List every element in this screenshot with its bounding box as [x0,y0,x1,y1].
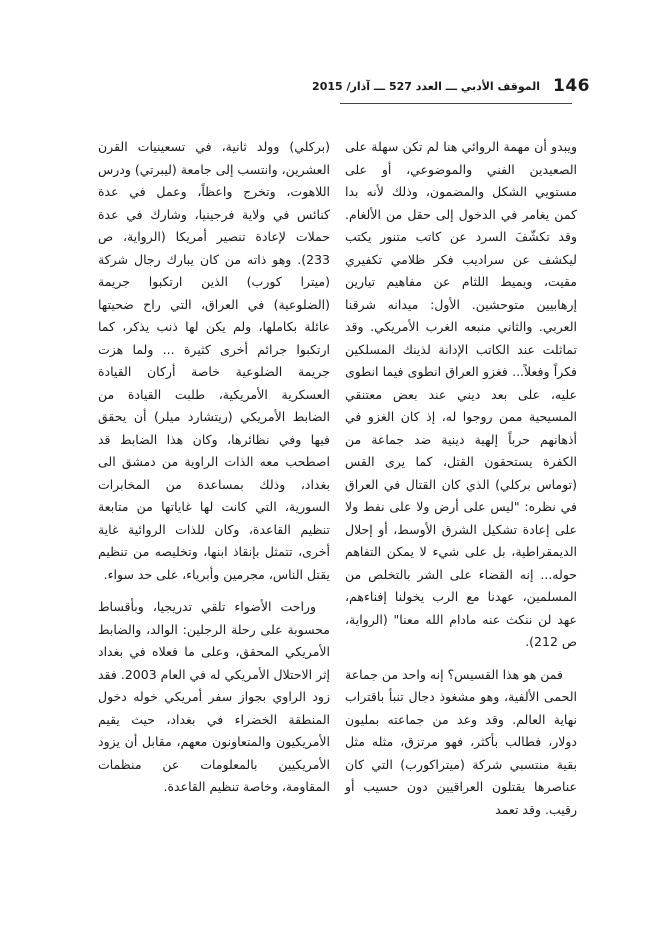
right-paragraph-1: ويبدو أن مهمة الروائي هنا لم تكن سهلة على الصعيدين الفني والموضوعي، أو على مستويي الشكل والمضمون، وذلك لأنه بدا كمن يغامر في الدخول إلى حقل من الألغام. وقد تكشّفَ السرد عن كاتب متنور يكتب ليكشف عن سراديب فكر ظلامي تكفيري مقيت، ويميط اللثام عن مفاهيم تيارين إرهابيين متوحشين. الأول: ميدانه شرقنا العربي. والثاني منبعه الغرب الأمريكي. وقد تماثلت عند الكاتب الإدانة لذينك المسلكين فكراً وفعلاً... فغزو العراق انطوى فيما انطوى عليه، على بعد ديني عند بعض معتنقي المسيحية ممن روجوا له، إذ كان الغزو في أذهانهم حرباً إلهية دينية ضد جماعة من الكفرة يستحقون القتل، كما يرى القس (توماس بركلي) الذي كان القتال في العراق في نظره: "ليس على أرض ولا على نفط ولا على إعادة تشكيل الشرق الأوسط، أو إحلال الديمقراطية، بل على شيء لا يمكن التفاهم حوله... إنه القضاء على الشر بالتخلص من المسلمين، عهدنا مع الرب يخولنا إفناءهم، عهد لن ننكث عنه مادام الله معنا" (الرواية، ص 212). [345,139,577,649]
page-number: 146 [553,76,590,96]
right-column [345,136,577,831]
right-paragraph-2: فمن هو هذا القسيس؟ إنه واحد من جماعة الحمى الألفية، وهو مشغوذ دجال تنبأ باقتراب نهاية العالم. وقد وعد من جماعته بمليون دولار، فطالب بأكثر، فهو مرتزق، مثله مثل بقية منتسبي شركة (ميتراكورب) التي كان عناصرها يقتلون العراقيين دون حسيب أو رقيب. وقد تعمد [345,666,577,817]
left-paragraph-1: (بركلي) وولد ثانية، في تسعينيات القرن العشرين، وانتسب إلى جامعة (ليبرتي) ودرس اللاهوت، وتخرج واعظاً، وعمل في عدة كنائس في ولاية فرجينيا، وشارك في عدة حملات لإعادة تنصير أمريكا (الرواية، ص 233). وهو ذاته من كان يبارك رجال شركة (ميترا كورب) الذين ارتكبوا جريمة (الضلوعية) في العراق، التي راح ضحيتها عائلة بكاملها، ولم يكن لها ذنب يذكر، كما ارتكبوا جرائم أخرى كثيرة ... ولما هزت جريمة الضلوعية خاصة أركان القيادة العسكرية الأمريكية، طلبت القيادة من الضابط الأمريكي (ريتشارد ميلر) أن يحقق فيها وفي نظائرها، وكان هذا الضابط قد اصطحب معه الذات الراوية من دمشق الى بغداد، وذلك بمساعدة من المخابرات السورية، التي كانت لها غاياتها من متابعة تنظيم القاعدة، وكان للذات الروائية غاية أخرى، تتمثل بإنقاذ ابنها، وتخليصه من تنظيم يقتل الناس، مجرمين وأبرياء، على حد سواء. [98,139,330,582]
left-column [98,136,330,809]
journal-header: الموقف الأدبي ـــ العدد 527 ـــ آذار/ 2015 [312,80,540,93]
header-divider [340,103,572,104]
left-paragraph-2: وراحت الأضواء تلقي تدريجيا، وبأقساط محسوبة على رحلة الرجلين: الوالد، والضابط الأمريكي المحقق، وعلى ما فعلاه في بغداد إثر الاحتلال الأمريكي له في العام 2003. فقد زود الراوي بجواز سفر أمريكي خوله دخول المنطقة الخضراء في بغداد، حيث يقيم الأمريكيون والمتعاونون معهم، مقابل أن يزود الأمريكيين بالمعلومات عن منظمات المقاومة، وخاصة تنظيم القاعدة. [98,599,331,794]
page-header [312,74,590,100]
